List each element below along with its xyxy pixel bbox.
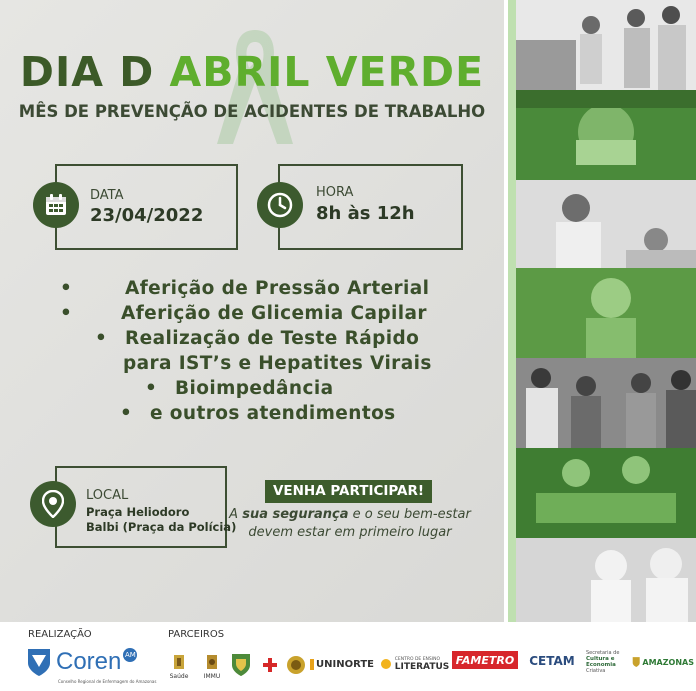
date-label: DATA	[90, 188, 124, 203]
list-item: • Aferição de Glicemia Capilar	[60, 303, 427, 324]
tagline-emphasis: sua segurança	[242, 507, 349, 522]
list-item: • Bioimpedância	[145, 378, 334, 399]
parceiros-label: PARCEIROS	[168, 629, 225, 640]
page-subtitle: MÊS DE PREVENÇÃO DE ACIDENTES DE TRABALHO	[18, 102, 486, 121]
location-line-2: Balbi (Praça da Polícia)	[86, 520, 237, 534]
location-label: LOCAL	[86, 488, 129, 503]
photo-column	[504, 0, 696, 622]
footer	[0, 622, 696, 691]
saude-logo: Saúde	[166, 644, 192, 688]
photo-nurse-child	[516, 180, 696, 268]
list-item: • Aferição de Pressão Arterial	[60, 278, 430, 299]
coren-logo: Coren AM	[26, 644, 156, 680]
photo-ppe-workers	[516, 538, 696, 622]
list-item: • Realização de Teste Rápido	[95, 328, 420, 349]
clock-icon	[257, 182, 303, 228]
calendar-icon	[33, 182, 79, 228]
location-line-1: Praça Heliodoro	[86, 505, 190, 519]
page-title	[0, 48, 504, 96]
title-part-2: ABRIL VERDE	[169, 48, 485, 96]
shield-logo	[230, 646, 252, 684]
uninorte-logo: UNINORTE	[310, 652, 374, 676]
location-pin-icon	[30, 481, 76, 527]
amazonas-logo: AMAZONAS	[632, 648, 694, 676]
photo-hospital-staff	[516, 358, 696, 448]
coren-subtitle: Conselho Regional de Enfermagem do Amazonas	[58, 679, 157, 684]
list-item: • e outros atendimentos	[120, 403, 396, 424]
photo-green-surgeon	[516, 90, 696, 180]
immu-logo: IMMU	[199, 644, 225, 688]
coren-badge: AM	[123, 648, 137, 662]
coren-shield-icon	[26, 647, 52, 677]
photo-nurses-meeting	[516, 0, 696, 90]
photo-green-surgery	[516, 448, 696, 538]
services-list	[60, 276, 470, 426]
gold-emblem-logo	[284, 646, 308, 684]
tagline: A sua segurança e o seu bem-estar devem estar em primeiro lugar	[229, 507, 471, 540]
cetam-logo: CETAM	[529, 654, 575, 668]
green-stripe	[508, 0, 516, 622]
realizacao-label: REALIZAÇÃO	[28, 629, 92, 640]
literatus-logo: CENTRO DE ENSINO LITERATUS	[378, 648, 450, 680]
photo-green-ppe	[516, 268, 696, 358]
list-item: para IST’s e Hepatites Virais	[123, 353, 432, 374]
date-value: 23/04/2022	[90, 205, 204, 226]
title-part-1: DIA D	[19, 48, 170, 96]
venha-participar-button: VENHA PARTICIPAR!	[265, 480, 432, 503]
red-cross-logo	[258, 646, 282, 684]
time-value: 8h às 12h	[316, 203, 415, 224]
cultura-logo: Secretaria de Cultura e Economia Criativa	[586, 650, 620, 674]
time-label: HORA	[316, 185, 354, 200]
fametro-logo: FAMETRO	[452, 651, 518, 669]
